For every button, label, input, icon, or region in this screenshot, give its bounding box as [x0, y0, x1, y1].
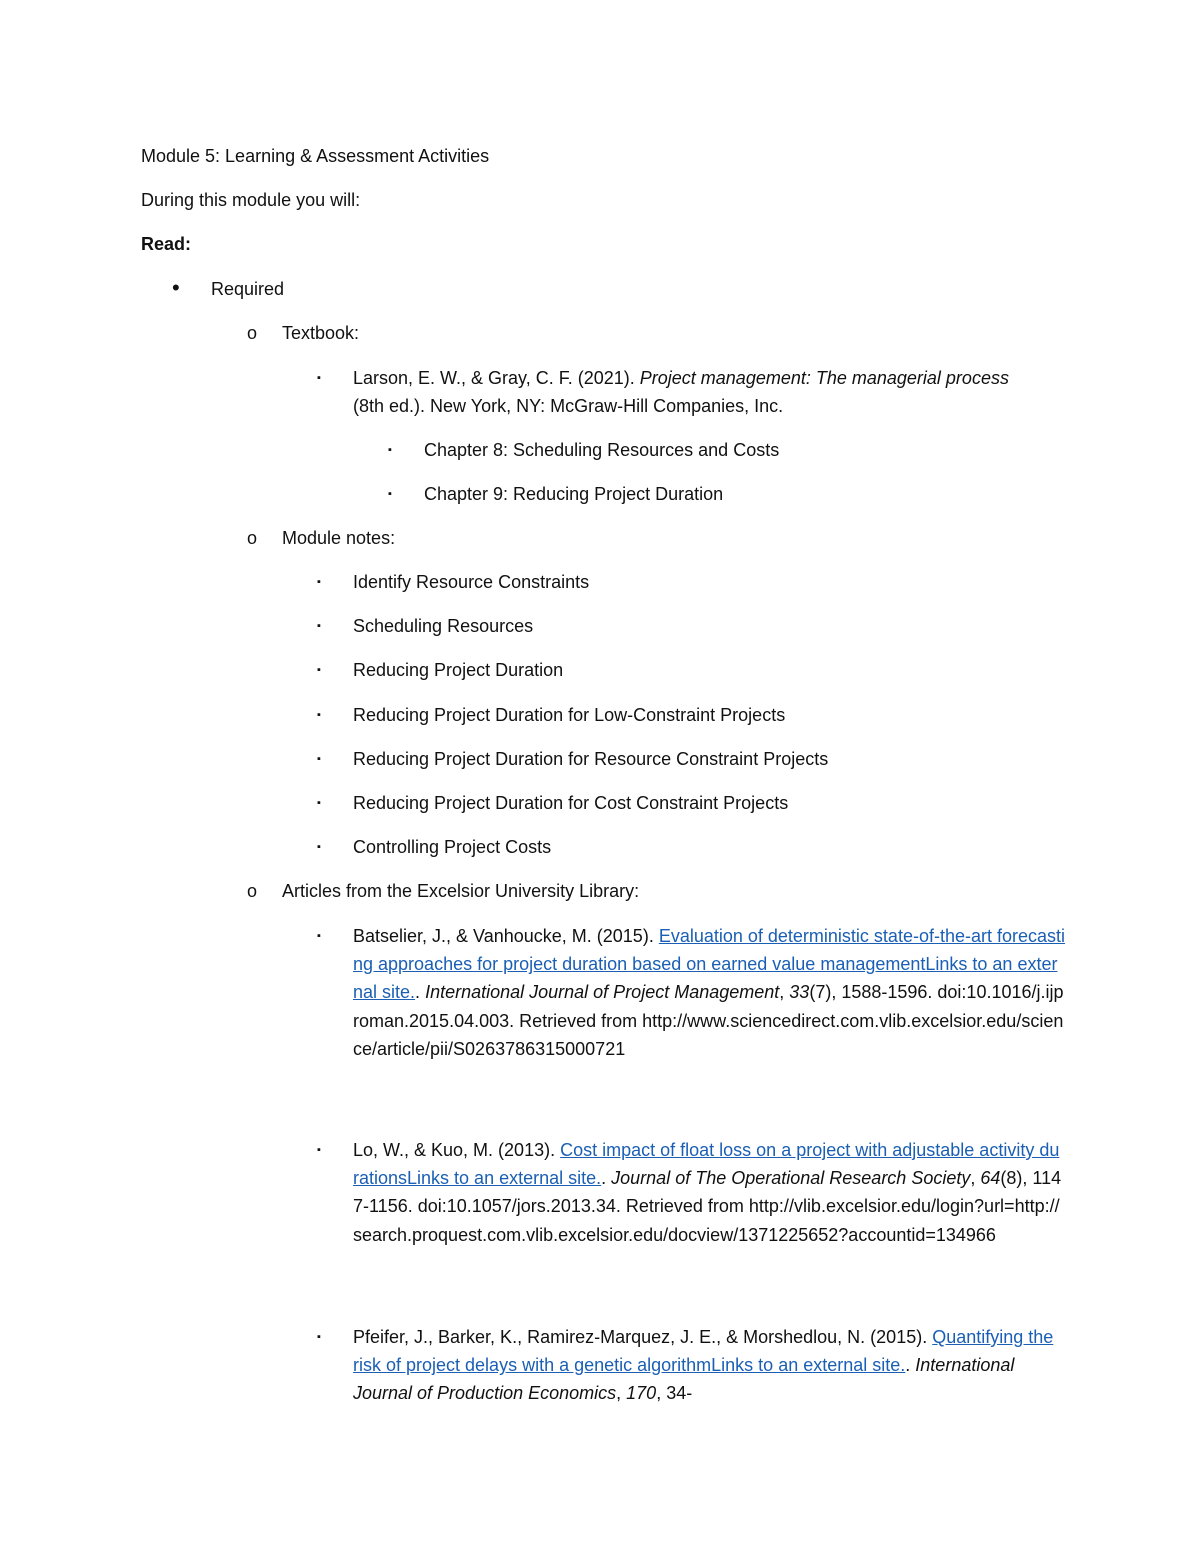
square-marker: ▪ [317, 664, 321, 676]
required-label: Required [211, 279, 285, 299]
square-marker: ▪ [317, 1144, 321, 1156]
square-marker: ▪ [317, 620, 321, 632]
circle-marker: o [247, 528, 258, 548]
square-marker: ▪ [388, 444, 392, 456]
square-marker: ▪ [317, 1331, 321, 1343]
square-marker: ▪ [317, 576, 321, 588]
chapter-item: Chapter 9: Reducing Project Duration [424, 484, 724, 504]
module-note-item: Scheduling Resources [353, 616, 534, 636]
square-marker: ▪ [317, 930, 321, 942]
intro-text: During this module you will: [141, 190, 361, 210]
article-link[interactable]: Quantifying the risk of project delays with a genetic algorithmLinks to an external site. [353, 1327, 1054, 1376]
article-citation: Pfeifer, J., Barker, K., Ramirez-Marquez, J. E., & Morshedlou, N. (2015). Quantifying the risk of project delays with a genetic algorithmLinks to an external site.. International Journal of Production Economics, 170, 34- [353, 1327, 1054, 1404]
module-note-item: Reducing Project Duration for Cost Constraint Projects [353, 793, 789, 813]
module-note-item: Reducing Project Duration [353, 660, 564, 680]
read-heading: Read: [141, 234, 192, 254]
square-marker: ▪ [317, 372, 321, 384]
article-citation: Batselier, J., & Vanhoucke, M. (2015). Evaluation of deterministic state-of-the-art forecasting approaches for project duration based on earned value managementLinks to an external site.. International Journal of Project Management, 33(7), 1588-1596. doi:10.1016/j.ijproman.2015.04.003. Retrieved from http://www.sciencedirect.com.vlib.excelsior.edu/science/article/pii/S0263786315000721 [353, 926, 1066, 1059]
circle-marker: o [247, 881, 258, 901]
article-citation: Lo, W., & Kuo, M. (2013). Cost impact of float loss on a project with adjustable activity durationsLinks to an external site.. Journal of The Operational Research Society, 64(8), 1147-1156. doi:10.1057/jors.2013.34. Retrieved from http://vlib.excelsior.edu/login?url=http://search.proquest.com.vlib.excelsior.edu/docview/1371225652?accountid=134966 [353, 1140, 1062, 1245]
article-link[interactable]: Cost impact of float loss on a project with adjustable activity durationsLinks to an external site. [353, 1140, 1060, 1189]
circle-marker: o [247, 323, 258, 343]
square-marker: ▪ [317, 753, 321, 765]
articles-label: Articles from the Excelsior University Library: [282, 881, 640, 901]
chapter-item: Chapter 8: Scheduling Resources and Costs [424, 440, 780, 460]
square-marker: ▪ [388, 488, 392, 500]
module-note-item: Identify Resource Constraints [353, 572, 590, 592]
square-marker: ▪ [317, 797, 321, 809]
module-note-item: Reducing Project Duration for Resource Constraint Projects [353, 749, 829, 769]
textbook-citation: Larson, E. W., & Gray, C. F. (2021). Project management: The managerial process (8th ed.). New York, NY: McGraw-Hill Companies, Inc. [353, 368, 1009, 417]
module-note-item: Reducing Project Duration for Low-Constraint Projects [353, 705, 786, 725]
square-marker: ▪ [317, 709, 321, 721]
module-notes-label: Module notes: [282, 528, 396, 548]
textbook-label: Textbook: [282, 323, 360, 343]
page-title: Module 5: Learning & Assessment Activities [141, 146, 490, 166]
article-link[interactable]: Evaluation of deterministic state-of-the-art forecasting approaches for project duration based on earned value managementLinks to an external site. [353, 926, 1066, 1003]
square-marker: ▪ [317, 841, 321, 853]
module-note-item: Controlling Project Costs [353, 837, 552, 857]
bullet-marker: • [172, 275, 180, 300]
